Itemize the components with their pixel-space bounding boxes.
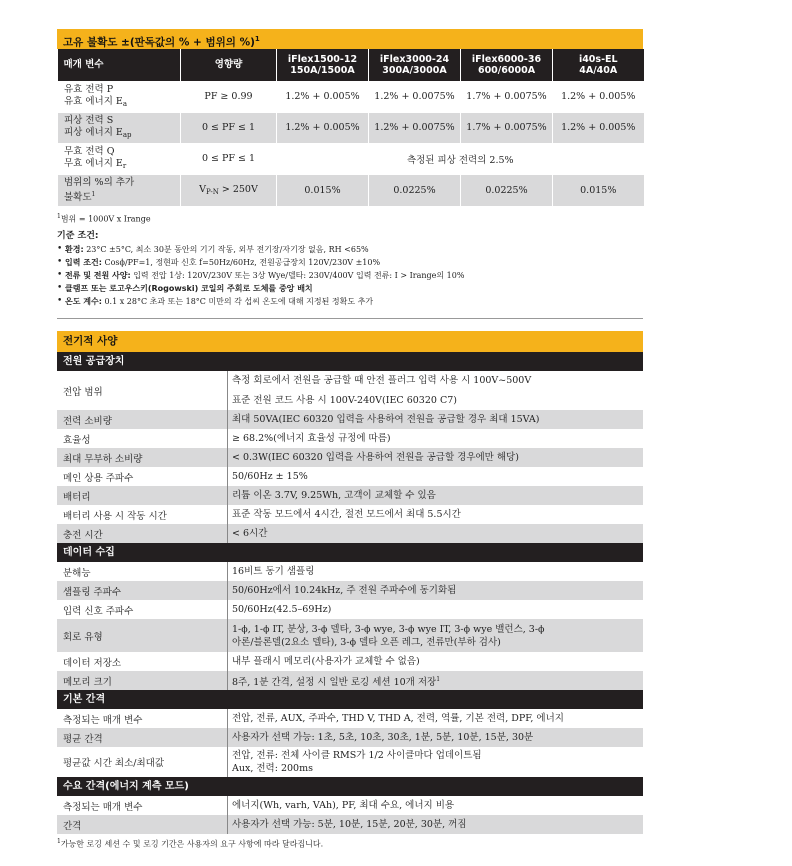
accuracy-title-text: 고유 불확도 ±(판독값의 % + 범위의 %) <box>63 36 255 49</box>
electrical-footnote <box>57 838 643 850</box>
spec-value-line: 50/60Hz(42.5–69Hz) <box>232 604 332 616</box>
condition-item <box>57 282 643 295</box>
accuracy-value: 1.2% + 0.005% <box>553 81 644 112</box>
spec-value-line: 표준 작동 모드에서 4시간, 절전 모드에서 최대 5.5시간 <box>232 509 461 521</box>
section-header: 데이터 수집 <box>57 543 643 562</box>
spec-key: 분해능 <box>63 567 91 579</box>
spec-key: 간격 <box>63 820 82 832</box>
spec-value-line: 내부 플래시 메모리(사용자가 교체할 수 없음) <box>232 656 420 668</box>
footnote-sup: 1 <box>57 212 61 220</box>
spec-key: 측정되는 매개 변수 <box>63 714 143 726</box>
accuracy-value: 0.0225% <box>369 174 461 206</box>
spec-value-line: 에너지(Wh, varh, VAh), PF, 최대 수요, 에너지 비용 <box>232 800 455 812</box>
accuracy-table <box>57 49 644 206</box>
spec-value-line: ≥ 68.2%(에너지 효율성 규정에 따름) <box>232 433 391 445</box>
condition-item <box>57 295 643 308</box>
accuracy-value: 1.2% + 0.0075% <box>369 112 461 143</box>
spec-value <box>227 429 643 448</box>
spec-value-line: 8주, 1분 간격, 설정 시 일반 로깅 세션 10개 저장$^1$ <box>232 675 441 688</box>
spec-value <box>227 709 643 728</box>
accuracy-value: 1.2% + 0.0075% <box>369 81 461 112</box>
accuracy-merged-value: 측정된 피상 전력의 2.5% <box>277 143 644 174</box>
accuracy-parameter: 범위의 %의 추가 불확도$^1$ <box>58 174 181 206</box>
spec-row <box>57 429 643 448</box>
spec-value-line: 최대 50VA(IEC 60320 입력을 사용하여 전원을 공급할 경우 최대 15VA) <box>232 414 540 426</box>
spec-sheet <box>57 29 643 850</box>
accuracy-row <box>58 81 644 112</box>
spec-value <box>227 524 643 543</box>
spec-value <box>227 728 643 747</box>
accuracy-parameter: 유효 전력 P 유효 에너지 $E_a$ <box>58 81 181 112</box>
section-header: 수요 간격(에너지 계측 모드) <box>57 777 643 796</box>
spec-key: 입력 신호 주파수 <box>63 605 134 617</box>
spec-row <box>57 709 643 728</box>
condition-text: 23°C ±5°C, 최소 30분 동안의 기기 작동, 외부 전기장/자기장 없음, RH <65% <box>83 245 369 255</box>
spec-row <box>57 371 643 410</box>
divider <box>57 318 643 319</box>
spec-value-line: < 0.3W(IEC 60320 입력을 사용하여 전원을 공급할 경우에만 해당) <box>232 452 519 464</box>
accuracy-value: 1.2% + 0.005% <box>553 112 644 143</box>
spec-key: 데이터 저장소 <box>63 657 122 669</box>
accuracy-value: 0.0225% <box>461 174 553 206</box>
accuracy-header-0: 매개 변수 <box>58 49 181 81</box>
electrical-table <box>57 352 643 834</box>
spec-value-line: 사용자가 선택 가능: 1초, 5초, 10초, 30초, 1분, 5분, 10분, 15분, 30분 <box>232 732 534 744</box>
accuracy-influence: 0 ≤ PF ≤ 1 <box>181 112 277 143</box>
accuracy-header-5: i40s-EL 4A/40A <box>553 49 644 81</box>
spec-value <box>227 562 643 581</box>
spec-key: 충전 시간 <box>63 529 103 541</box>
electrical-footnote-sup: 1 <box>57 838 61 846</box>
spec-row <box>57 448 643 467</box>
spec-row <box>57 796 643 815</box>
accuracy-parameter: 무효 전력 Q 무효 에너지 $E_r$ <box>58 143 181 174</box>
accuracy-value: 0.015% <box>277 174 369 206</box>
accuracy-influence: 0 ≤ PF ≤ 1 <box>181 143 277 174</box>
spec-row <box>57 815 643 834</box>
section-header: 기본 간격 <box>57 690 643 709</box>
accuracy-header-2: iFlex1500-12 150A/1500A <box>277 49 369 81</box>
spec-value-line: < 6시간 <box>232 528 268 540</box>
spec-value-line: 측정 회로에서 전원을 공급할 때 안전 플러그 입력 사용 시 100V~500V <box>232 375 532 387</box>
accuracy-header-1: 영향량 <box>181 49 277 81</box>
spec-value-line: Aux, 전력: 200ms <box>232 763 313 775</box>
spec-value-line: 50/60Hz에서 10.24kHz, 주 전원 주파수에 동기화됨 <box>232 585 457 597</box>
accuracy-row <box>58 143 644 174</box>
spec-value-line: 전압, 전류: 전체 사이클 RMS가 1/2 사이클마다 업데이트됨 <box>232 750 482 762</box>
spec-row <box>57 524 643 543</box>
spec-value <box>227 371 643 410</box>
spec-row <box>57 652 643 671</box>
spec-row <box>57 747 643 777</box>
condition-item <box>57 243 643 256</box>
accuracy-header-3: iFlex3000-24 300A/3000A <box>369 49 461 81</box>
spec-value-line: 전압, 전류, AUX, 주파수, THD V, THD A, 전력, 역률, 기본 전력, DPF, 에너지 <box>232 713 564 725</box>
footnote-text: 범위 = 1000V x Irange <box>60 214 151 224</box>
spec-row <box>57 728 643 747</box>
condition-key: 입력 조건: <box>65 258 102 268</box>
spec-value-line: 1-ϕ, 1-ϕ IT, 분상, 3-ϕ 델타, 3-ϕ wye, 3-ϕ wye IT, 3-ϕ wye 밸런스, 3-ϕ <box>232 623 545 635</box>
spec-value <box>227 796 643 815</box>
spec-row <box>57 505 643 524</box>
spec-value-line: 50/60Hz ± 15% <box>232 471 308 483</box>
spec-value <box>227 619 643 652</box>
spec-value <box>227 448 643 467</box>
spec-row <box>57 671 643 690</box>
accuracy-header-4: iFlex6000-36 600/6000A <box>461 49 553 81</box>
accuracy-value: 1.2% + 0.005% <box>277 112 369 143</box>
accuracy-value: 1.2% + 0.005% <box>277 81 369 112</box>
accuracy-value: 1.7% + 0.0075% <box>461 81 553 112</box>
spec-key: 메인 상용 주파수 <box>63 472 134 484</box>
accuracy-title <box>57 29 643 49</box>
condition-text: 0.1 x 28°C 초과 또는 18°C 미만의 각 섭씨 온도에 대해 지정된 정확도 추가 <box>101 297 374 307</box>
spec-row <box>57 467 643 486</box>
spec-row <box>57 410 643 429</box>
spec-value <box>227 467 643 486</box>
conditions-list <box>57 243 643 308</box>
condition-key: 환경: <box>65 245 84 255</box>
spec-key: 효율성 <box>63 434 91 446</box>
spec-value <box>227 505 643 524</box>
condition-item <box>57 269 643 282</box>
accuracy-title-sup: 1 <box>254 35 260 43</box>
accuracy-row <box>58 174 644 206</box>
spec-key: 전력 소비량 <box>63 415 112 427</box>
condition-key: 온도 계수: <box>65 297 102 307</box>
spec-key: 배터리 사용 시 작동 시간 <box>63 510 167 522</box>
spec-value-line: 16비트 동기 샘플링 <box>232 566 315 578</box>
accuracy-parameter: 피상 전력 S 피상 에너지 $E_{ap}$ <box>58 112 181 143</box>
spec-key: 배터리 <box>63 491 91 503</box>
accuracy-footnote <box>57 211 643 225</box>
condition-key: 전류 및 전원 사양: <box>65 271 131 281</box>
accuracy-row <box>58 112 644 143</box>
section-header: 전원 공급장치 <box>57 352 643 371</box>
spec-key: 평균 간격 <box>63 733 103 745</box>
spec-row <box>57 619 643 652</box>
spec-row <box>57 486 643 505</box>
spec-value <box>227 815 643 834</box>
accuracy-influence: $V_{P-N} > 250V$ <box>181 174 277 206</box>
spec-key: 전압 범위 <box>63 386 103 398</box>
spec-value <box>227 671 643 690</box>
conditions-title: 기준 조건: <box>57 231 99 242</box>
spec-value <box>227 410 643 429</box>
spec-value <box>227 652 643 671</box>
accuracy-value: 0.015% <box>553 174 644 206</box>
electrical-footnote-text: 가능한 로깅 세션 수 및 로깅 기간은 사용자의 요구 사항에 따라 달라집니다. <box>60 839 324 849</box>
condition-item <box>57 256 643 269</box>
accuracy-value: 1.7% + 0.0075% <box>461 112 553 143</box>
spec-value <box>227 747 643 777</box>
electrical-title: 전기적 사양 <box>57 331 643 352</box>
condition-key: 클램프 또는 로고우스키(Rogowski) 코일의 주회로 도체를 중앙 배치 <box>65 284 313 294</box>
condition-text: 입력 전압 1상: 120V/230V 또는 3상 Wye/델타: 230V/400V 입력 전류: I > Irange의 10% <box>130 271 465 281</box>
condition-text: Cosϕ/PF=1, 정현파 신호 f=50Hz/60Hz, 전원공급장치 120V/230V ±10% <box>101 258 381 268</box>
spec-key: 샘플링 주파수 <box>63 586 122 598</box>
accuracy-influence: PF ≥ 0.99 <box>181 81 277 112</box>
spec-value-line: 아론/블론델(2요소 델타), 3-ϕ 델타 오픈 레그, 전류만(부하 검사) <box>232 636 501 648</box>
spec-key: 회로 유형 <box>63 631 103 643</box>
spec-row <box>57 581 643 600</box>
spec-value-line: 리튬 이온 3.7V, 9.25Wh, 고객이 교체할 수 있음 <box>232 490 436 502</box>
spec-value-line: 표준 전원 코드 사용 시 100V-240V(IEC 60320 C7) <box>232 390 643 410</box>
spec-row <box>57 562 643 581</box>
spec-value-line: 사용자가 선택 가능: 5분, 10분, 15분, 20분, 30분, 꺼짐 <box>232 819 467 831</box>
spec-value <box>227 600 643 619</box>
spec-value <box>227 581 643 600</box>
spec-row <box>57 600 643 619</box>
spec-value <box>227 486 643 505</box>
spec-key: 최대 무부하 소비량 <box>63 453 143 465</box>
spec-key: 평균값 시간 최소/최대값 <box>63 758 165 770</box>
spec-key: 메모리 크기 <box>63 676 112 688</box>
spec-key: 측정되는 매개 변수 <box>63 801 143 813</box>
